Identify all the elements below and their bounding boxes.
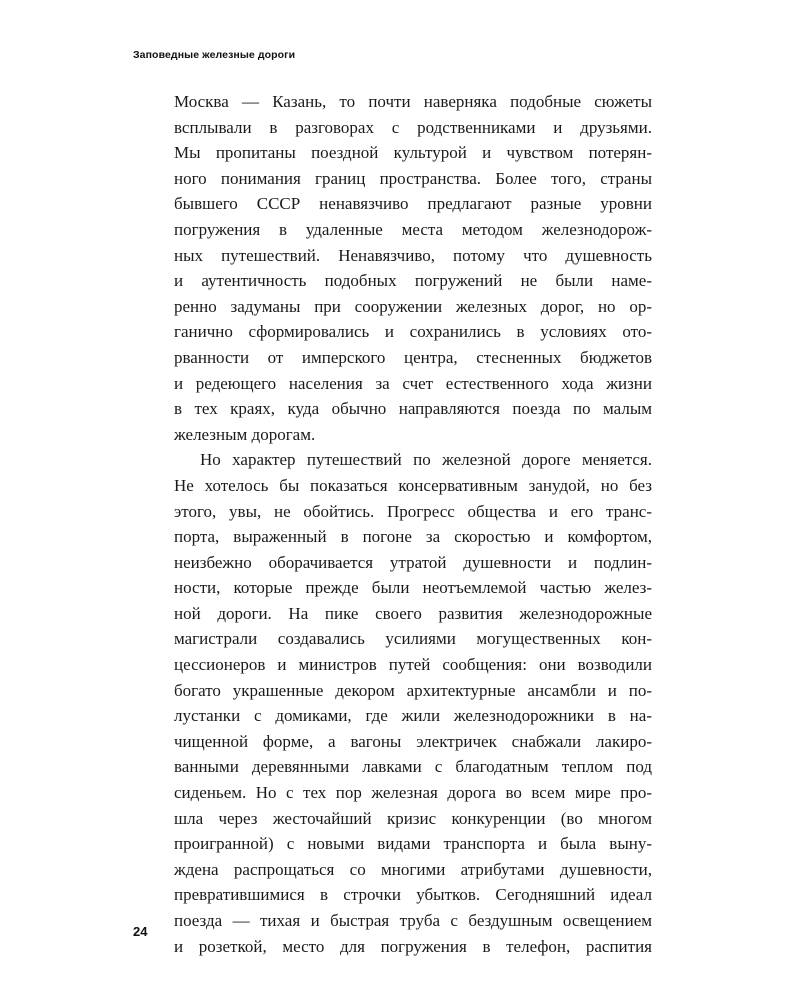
text-line: рванности от имперского центра, стесненных бюджетов <box>174 347 652 367</box>
text-line: бывшего СССР ненавязчиво предлагают разные уровни <box>174 194 652 214</box>
text-line: порта, выраженный в погоне за скоростью и комфортом, <box>174 527 652 547</box>
body-text <box>174 89 652 959</box>
text-line: Не хотелось бы показаться консервативным занудой, но без <box>174 475 652 495</box>
text-line: и розеткой, место для погружения в телефон, распития <box>174 936 652 956</box>
text-line: и редеющего населения за счет естественного хода жизни <box>174 373 652 393</box>
text-line: ных путешествий. Ненавязчиво, потому что душевность <box>174 245 652 265</box>
text-line: цессионеров и министров путей сообщения: они возводили <box>174 655 652 675</box>
text-line: проигранной) с новыми видами транспорта и была выну- <box>174 834 652 854</box>
text-line: ности, которые прежде были неотъемлемой частью желез- <box>174 578 652 598</box>
text-line: ренно задуманы при сооружении железных дорог, но ор- <box>174 296 652 316</box>
text-line: всплывали в разговорах с родственниками и друзьями. <box>174 117 652 137</box>
text-line: лустанки с домиками, где жили железнодорожники в на- <box>174 706 652 726</box>
running-head: Заповедные железные дороги <box>133 49 296 61</box>
text-line: магистрали создавались усилиями могущественных кон- <box>174 629 652 649</box>
text-line: Москва — Казань, то почти наверняка подобные сюжеты <box>174 92 652 111</box>
text-line: Мы пропитаны поездной культурой и чувством потерян- <box>174 143 652 163</box>
text-line: ного понимания границ пространства. Более того, страны <box>174 168 652 188</box>
text-line: богато украшенные декором архитектурные ансамбли и по- <box>174 680 652 700</box>
text-line: ной дороги. На пике своего развития железнодорожные <box>174 603 652 623</box>
page-number: 24 <box>133 924 148 939</box>
text-line: ждена распрощаться со многими атрибутами душевности, <box>174 859 652 879</box>
text-line: неизбежно оборачивается утратой душевности и подлин- <box>174 552 652 572</box>
paragraph-last-line: железным дорогам. <box>174 424 316 444</box>
text-line: сиденьем. Но с тех пор железная дорога во всем мире про- <box>174 783 652 803</box>
text-line: в тех краях, куда обычно направляются поезда по малым <box>174 399 652 419</box>
text-line: шла через жесточайший кризис конкуренции (во многом <box>174 808 652 828</box>
paragraph-first-line: Но характер путешествий по железной дороге меняется. <box>200 450 652 470</box>
text-line: чищенной форме, а вагоны электричек снабжали лакиро- <box>174 731 652 751</box>
text-line: ванными деревянными лавками с благодатным теплом под <box>174 757 652 777</box>
text-line: и аутентичность подобных погружений не были наме- <box>174 271 652 291</box>
text-line: ганично сформировались и сохранились в условиях ото- <box>174 322 652 342</box>
text-line: поезда — тихая и быстрая труба с бездушным освещением <box>174 911 652 930</box>
text-line: этого, увы, не обойтись. Прогресс общества и его транс- <box>174 501 652 521</box>
text-line: погружения в удаленные места методом железнодорож- <box>174 219 652 239</box>
text-line: превратившимися в строчки убытков. Сегодняшний идеал <box>174 885 652 905</box>
